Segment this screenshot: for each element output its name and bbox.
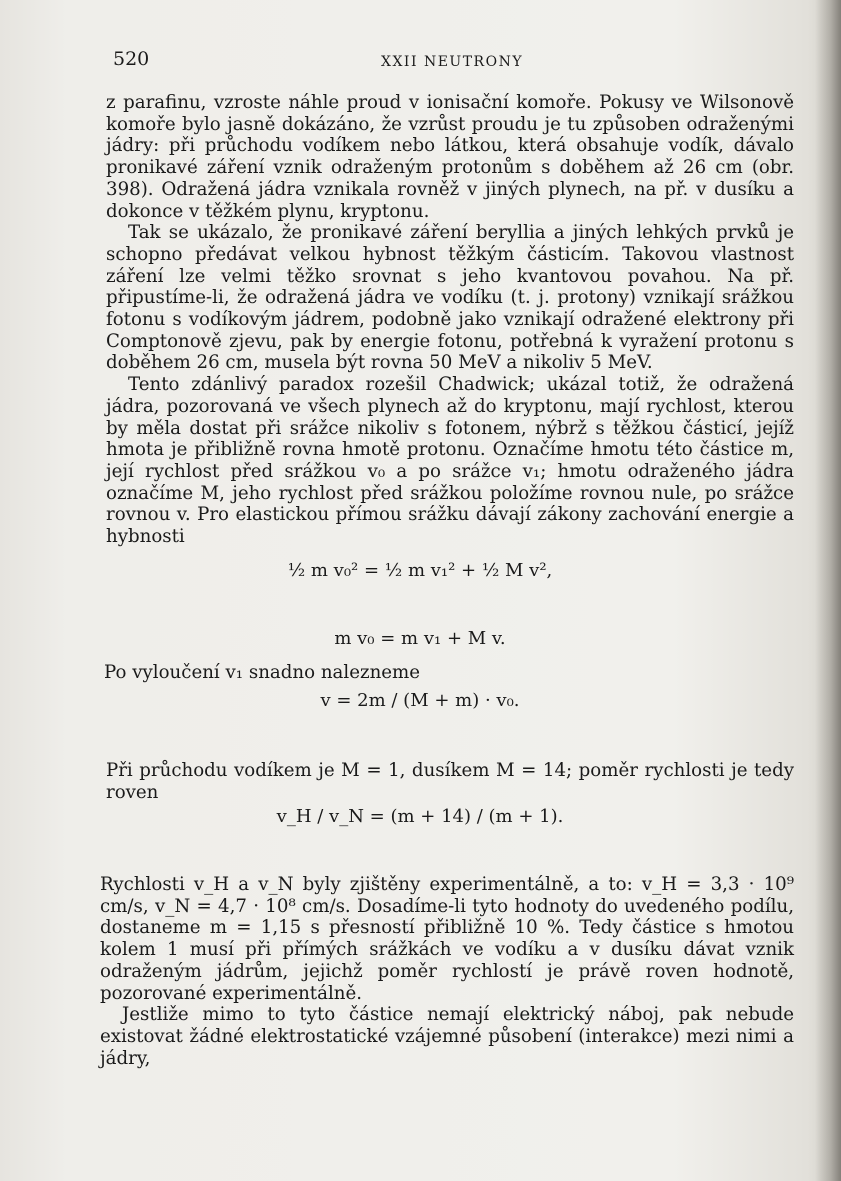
paragraph-2: Tak se ukázalo, že pronikavé záření beryllia a jiných lehkých prvků je schopno předávat velkou hybnost těžkým částicím. Takovou vlastnost záření lze velmi těžko srovnat s jeho kvantovou povahou. Na př. připustíme-li, že odražená jádra ve vodíku (t. j. protony) vznikají srážkou fotonu s vodíkovým jádrem, podobně jako vznikají odražené elektrony při Comptonově zjevu, pak by energie fotonu, potřebná k vyražení protonu s doběhem 26 cm, musela být rovna 50 MeV a nikoliv 5 MeV. <box>106 222 794 374</box>
paragraph-4: Rychlosti v_H a v_N byly zjištěny experimentálně, a to: v_H = 3,3 · 10⁹ cm/s, v_N = 4,7 · 10⁸ cm/s. Dosadíme-li tyto hodnoty do uvedeného podílu, dostaneme m = 1,15 s přesností přibližně 10 %. Tedy částice s hmotou kolem 1 musí při přímých srážkách ve vodíku a v dusíku dávat vznik odraženým jádrům, jejichž poměr rychlostí je právě roven hodnotě, pozorované experimentálně. <box>100 874 794 1004</box>
elimination-text: Po vyloučení v₁ snadno nalezneme <box>104 662 421 683</box>
body-text-top <box>106 92 794 548</box>
equation-energy: ½ m v₀² = ½ m v₁² + ½ M v², <box>287 560 553 581</box>
paragraph-middle: Při průchodu vodíkem je M = 1, dusíkem M = 14; poměr rychlosti je tedy roven <box>106 760 794 803</box>
equation-momentum: m v₀ = m v₁ + M v. <box>334 628 506 649</box>
equation-velocity: v = 2m / (M + m) · v₀. <box>320 690 520 711</box>
paragraph-3: Tento zdánlivý paradox rozešil Chadwick; ukázal totiž, že odražená jádra, pozorovaná ve všech plynech až do kryptonu, mají rychlost, kterou by měla dostat při srážce nikoliv s fotonem, nýbrž s těžkou částicí, jejíž hmota je přibližně rovna hmotě protonu. Označíme hmotu této částice m, její rychlost před srážkou v₀ a po srážce v₁; hmotu odraženého jádra označíme M, jeho rychlost před srážkou položíme rovnou nule, po srážce rovnou v. Pro elastickou přímou srážku dávají zákony zachování energie a hybnosti <box>106 374 794 548</box>
page-header <box>113 48 803 78</box>
page-edge-shadow <box>815 0 841 1181</box>
equation-ratio: v_H / v_N = (m + 14) / (m + 1). <box>276 806 564 827</box>
paragraph-1: z parafinu, vzroste náhle proud v ionisační komoře. Pokusy ve Wilsonově komoře bylo jasně dokázáno, že vzrůst proudu je tu způsoben odraženými jádry: při průchodu vodíkem nebo látkou, která obsahuje vodík, dávalo pronikavé záření vznik odraženým protonům s doběhem až 26 cm (obr. 398). Odražená jádra vznikala rovněž v jiných plynech, na př. v dusíku a dokonce v těžkém plynu, kryptonu. <box>106 92 794 222</box>
page-number: 520 <box>113 48 150 70</box>
body-text-bottom <box>100 874 794 1069</box>
running-title: XXII NEUTRONY <box>381 54 524 70</box>
paragraph-5: Jestliže mimo to tyto částice nemají elektrický náboj, pak nebude existovat žádné elektrostatické vzájemné působení (interakce) mezi nimi a jádry, <box>100 1004 794 1069</box>
